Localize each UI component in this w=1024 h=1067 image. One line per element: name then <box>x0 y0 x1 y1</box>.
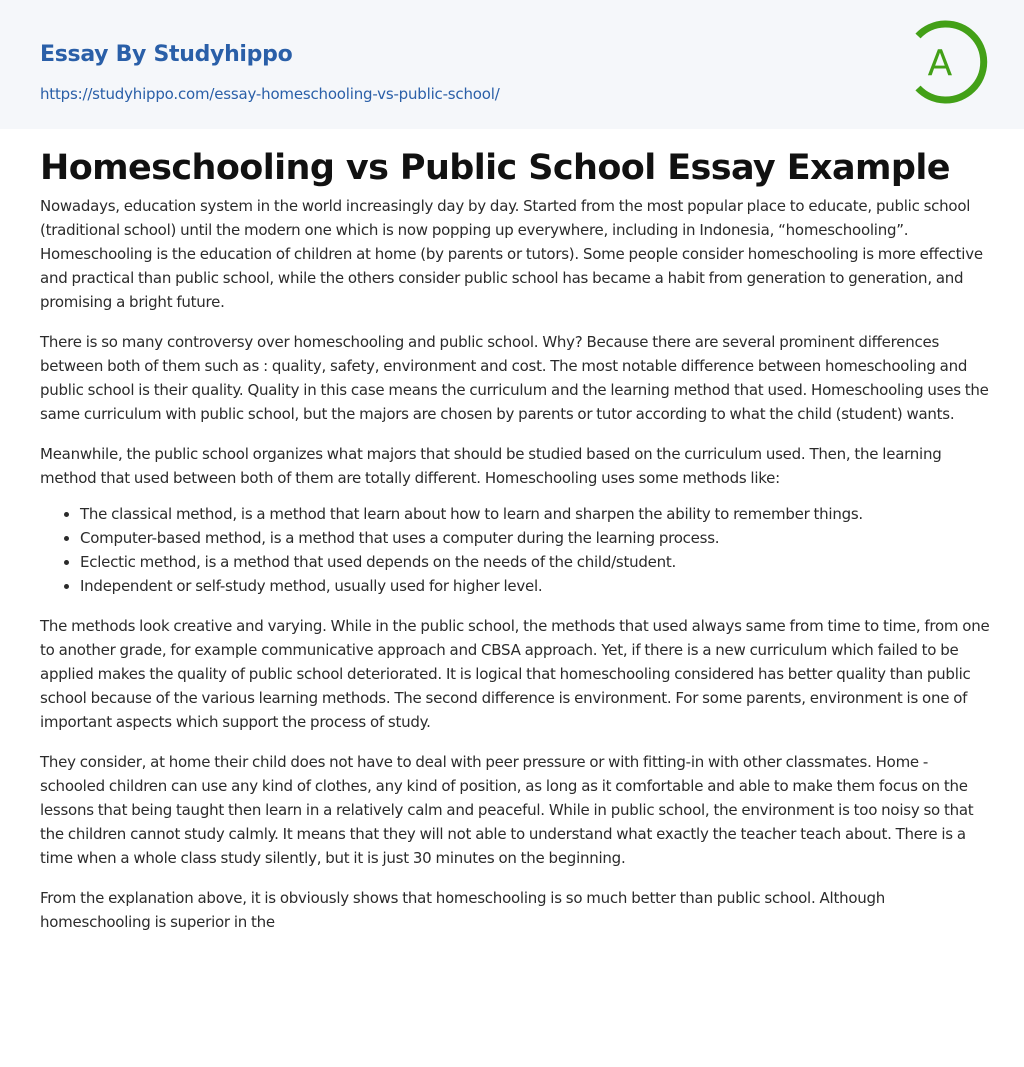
list-item: • Computer-based method, is a method that uses a computer during the learning process. <box>80 526 990 550</box>
essay-url-link[interactable]: https://studyhippo.com/essay-homeschooling-vs-public-school/ <box>40 85 500 103</box>
list-item: • Independent or self-study method, usually used for higher level. <box>80 574 990 598</box>
brand-title[interactable]: Essay By Studyhippo <box>40 42 293 67</box>
logo-icon <box>906 18 990 106</box>
paragraph: Nowadays, education system in the world increasingly day by day. Started from the most popular place to educate, public school (traditional school) until the modern one which is now popping up everywhere, including in Indonesia, “homeschooling”. Homeschooling is the education of children at home (by parents or tutors). Some people consider homeschooling is more effective and practical than public school, while the others consider public school has became a habit from generation to generation, and promising a bright future. <box>40 197 983 311</box>
paragraph: They consider, at home their child does not have to deal with peer pressure or with fitting-in with other classmates. Home - schooled children can use any kind of clothes, any kind of position, as long as it comfortable and able to make them focus on the lessons that being taught then learn in a relatively calm and peaceful. While in public school, the environment is too noisy so that the children cannot study calmly. It means that they will not able to understand what exactly the teacher teach about. There is a time when a whole class study silently, but it is just 30 minutes on the beginning. <box>40 753 974 867</box>
site-header <box>0 0 1024 129</box>
paragraph: Meanwhile, the public school organizes what majors that should be studied based on the curriculum used. Then, the learning method that used between both of them are totally different. Homeschooling uses some methods like: <box>40 445 942 487</box>
paragraph: From the explanation above, it is obviously shows that homeschooling is so much better than public school. Although homeschooling is superior in the <box>40 889 886 931</box>
essay-body <box>40 194 990 950</box>
studyhippo-logo[interactable] <box>906 18 990 106</box>
paragraph: The methods look creative and varying. While in the public school, the methods that used always same from time to time, from one to another grade, for example communicative approach and CBSA approach. Yet, if there is a new curriculum which failed to be applied makes the quality of public school deteriorated. It is logical that homeschooling considered has better quality than public school because of the various learning methods. The second difference is environment. For some parents, environment is one of important aspects which support the process of study. <box>40 617 990 731</box>
list-item: • Eclectic method, is a method that used depends on the needs of the child/student. <box>80 550 990 574</box>
methods-list <box>80 502 990 598</box>
list-item: • The classical method, is a method that learn about how to learn and sharpen the ability to remember things. <box>80 502 990 526</box>
paragraph: There is so many controversy over homeschooling and public school. Why? Because there are several prominent differences between both of them such as : quality, safety, environment and cost. The most notable difference between homeschooling and public school is their quality. Quality in this case means the curriculum and the learning method that used. Homeschooling uses the same curriculum with public school, but the majors are chosen by parents or tutor according to what the child (student) wants. <box>40 333 989 423</box>
page-title: Homeschooling vs Public School Essay Example <box>40 148 950 188</box>
logo-letter: A <box>927 43 953 84</box>
